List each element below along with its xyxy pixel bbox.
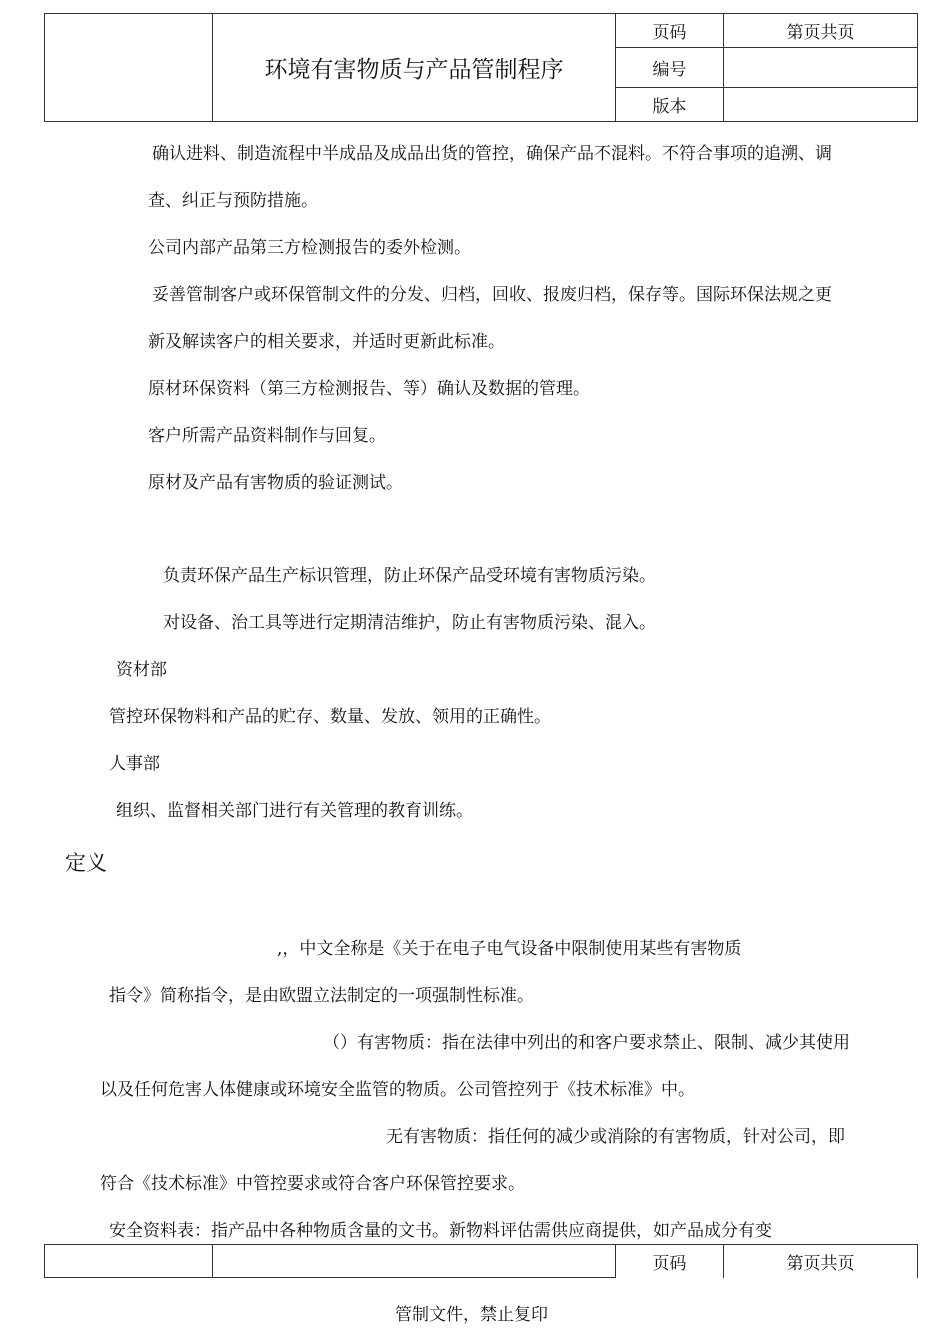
document-title: 环境有害物质与产品管制程序 xyxy=(213,14,616,122)
definition-heading: 定义 xyxy=(65,851,107,875)
body-line: 负责环保产品生产标识管理，防止环保产品受环境有害物质污染。 xyxy=(163,566,656,586)
body-line: 对设备、治工具等进行定期清洁维护，防止有害物质污染、混入。 xyxy=(163,613,656,633)
page-label: 页码 xyxy=(616,14,724,48)
footer-logo-cell xyxy=(45,1245,213,1278)
definition-line: 以及任何危害人体健康或环境安全监管的物质。公司管控列于《技术标准》中。 xyxy=(100,1080,695,1100)
footer-page-label: 页码 xyxy=(616,1245,724,1278)
body-line: 查、纠正与预防措施。 xyxy=(148,191,318,211)
body-line: 组织、监督相关部门进行有关管理的教育训练。 xyxy=(116,801,473,821)
footer-title-cell xyxy=(213,1245,616,1278)
page-value: 第页共页 xyxy=(724,14,918,48)
definition-line: 指令》简称指令，是由欧盟立法制定的一项强制性标准。 xyxy=(109,986,534,1006)
definition-line: 符合《技术标准》中管控要求或符合客户环保管控要求。 xyxy=(100,1174,525,1194)
body-line: 管控环保物料和产品的贮存、数量、发放、领用的正确性。 xyxy=(109,707,551,727)
body-line: 公司内部产品第三方检测报告的委外检测。 xyxy=(148,238,471,258)
number-value xyxy=(724,48,918,87)
definition-line: （）有害物质：指在法律中列出的和客户要求禁止、限制、减少其使用 xyxy=(323,1033,850,1053)
body-line: 原材环保资料（第三方检测报告、等）确认及数据的管理。 xyxy=(148,379,590,399)
footer-page-value: 第页共页 xyxy=(724,1245,918,1278)
definition-line: 无有害物质：指任何的减少或消除的有害物质，针对公司，即 xyxy=(386,1127,845,1147)
definition-line: 安全资料表：指产品中各种物质含量的文书。新物料评估需供应商提供，如产品成分有变 xyxy=(109,1221,772,1241)
number-label: 编号 xyxy=(616,48,724,87)
copy-prohibited-notice: 管制文件，禁止复印 xyxy=(395,1305,548,1325)
version-label: 版本 xyxy=(616,87,724,121)
header-table xyxy=(44,13,918,122)
logo-cell xyxy=(45,14,213,122)
body-line: 确认进料、制造流程中半成品及成品出货的管控，确保产品不混料。不符合事项的追溯、调 xyxy=(152,144,832,164)
body-line: 客户所需产品资料制作与回复。 xyxy=(148,426,386,446)
section-label-materials: 资材部 xyxy=(116,660,167,680)
body-line: 原材及产品有害物质的验证测试。 xyxy=(148,473,403,493)
body-line: 妥善管制客户或环保管制文件的分发、归档，回收、报废归档，保存等。国际环保法规之更 xyxy=(152,285,832,305)
footer-table xyxy=(44,1244,918,1278)
section-label-hr: 人事部 xyxy=(109,754,160,774)
version-value xyxy=(724,87,918,121)
definition-line: ,，中文全称是《关于在电子电气设备中限制使用某些有害物质 xyxy=(277,939,742,959)
body-line: 新及解读客户的相关要求，并适时更新此标准。 xyxy=(148,332,505,352)
